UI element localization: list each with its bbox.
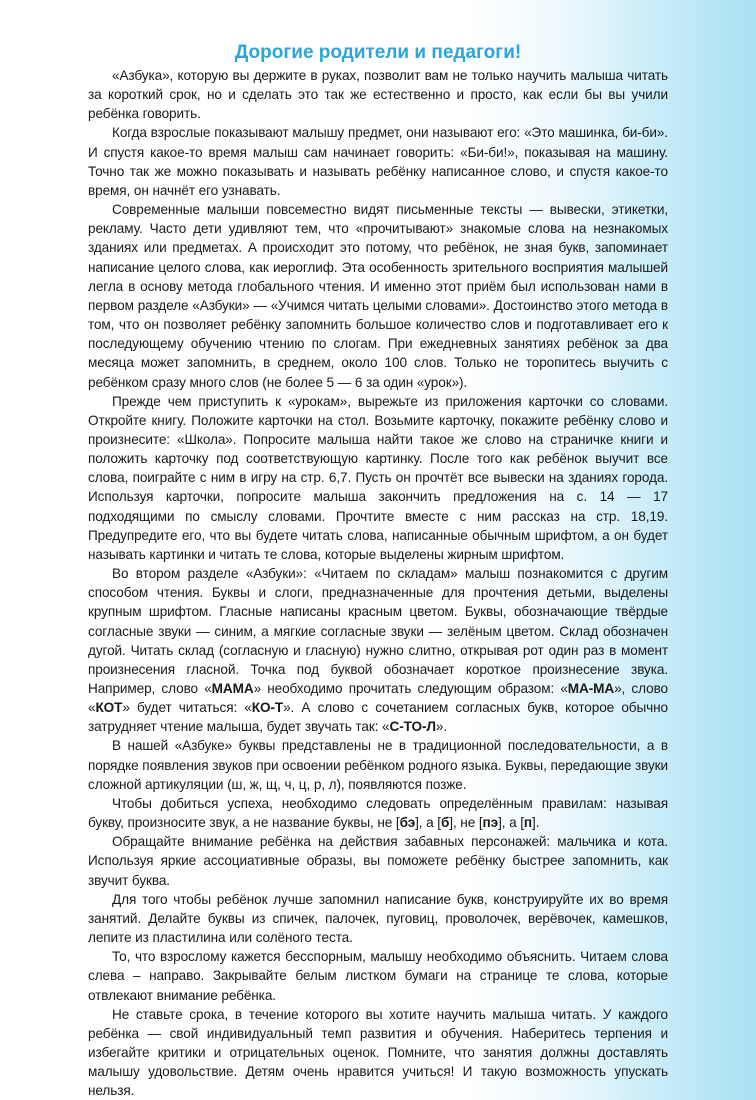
bold-word: МА-МА: [567, 681, 615, 696]
paragraph-cards: Прежде чем приступить к «урокам», вырежьте из приложения карточки со словами. Откройте книгу. Положите карточки на стол. Возьмите карточку, покажите ребёнку слово и произнесите: «Школа». Попросите малыша найти такое же слово на страничке книги и положить карточку под соответствующую картинку. После того как ребёнок выучит все слова, поиграйте с ним в игру на стр. 6,7. Пусть он прочтёт все вывески на зданиях города. Используя карточки, попросите малыша закончить предложения на с. 14 — 17 подходящими по смыслу словами. Прочтите вместе с ним рассказ на стр. 18,19. Предупредите его, что вы будете читать слова, написанные обычным шрифтом, а он будет называть картинки и читать те слова, которые выделены жирным шрифтом.: [88, 393, 668, 562]
paragraph-letter-order: В нашей «Азбуке» буквы представлены не в традиционной последовательности, а в порядке появления звуков при освоении ребёнком родного языка. Буквы, передающие звуки сложной артикуляции (ш, ж, щ, ч, ц, р, л), появляются позже.: [88, 738, 668, 792]
paragraph-syllables: [88, 564, 668, 736]
text-run: » будет читаться: «: [122, 700, 252, 716]
bold-sound: б: [440, 815, 450, 831]
text-run: ], не [: [449, 815, 483, 831]
paragraph-construct-letters: Для того чтобы ребёнок лучше запомнил написание букв, конструируйте их во время занятий. Делайте буквы из спичек, палочек, пуговиц, проволочек, верёвочек, камешков, лепите из пластилина или солёного теста.: [88, 891, 668, 946]
bold-word: КО-Т: [251, 700, 284, 716]
page-title: Дорогие родители и педагоги!: [234, 42, 522, 63]
bold-word: МАМА: [211, 681, 254, 696]
paragraph-intro: «Азбука», которую вы держите в руках, позволит вам не только научить малыша читать за короткий срок, но и сделать это так же естественно и просто, как если бы вы учили ребёнка говорить.: [88, 68, 668, 122]
bold-word: КОТ: [95, 700, 123, 716]
text-run: ». А слово с сочетанием согласных букв, которое обычно затрудняет чтение малыша, будет звучать так: «: [88, 700, 668, 735]
text-run: », слово «: [88, 681, 668, 716]
paragraph-left-to-right: То, что взрослому кажется бесспорным, малышу необходимо объяснить. Читаем слова слева – направо. Закрывайте белым листком бумаги на странице те слова, которые отвлекают внимание ребёнка.: [88, 949, 668, 1003]
bold-sound: пэ: [482, 815, 499, 831]
body-text: [88, 66, 668, 1100]
paragraph-naming: Когда взрослые показывают малышу предмет, они называют его: «Это машинка, би-би». И спустя какое-то время малыш сам начинает говорить: «Би-би!», показывая на машину. Точно так же можно показывать и называть ребёнку написанное слово, и спустя какое-то время, он начнёт его узнавать.: [88, 125, 668, 198]
text-run: Во втором разделе «Азбуки»: «Читаем по складам» малыш познакомится с другим способом чтения. Буквы и слоги, предназначенные для прочтения детьми, выделены крупным шрифтом. Гласные написаны красным цветом. Буквы, обозначающие твёрдые согласные звуки — синим, а мягкие согласные звуки — зелёным цветом. Склад обозначен дугой. Читать склад (согласную и гласную) нужно слитно, открывая рот один раз в момент произнесения гласной. Точка под буквой обозначает короткое произнесение звука. Например, слово «: [88, 566, 668, 696]
paragraph-rules: [88, 794, 668, 832]
text-run: ], а [: [498, 815, 524, 831]
bold-sound: бэ: [399, 815, 416, 831]
text-run: ».: [435, 719, 448, 735]
text-run: ], а [: [415, 815, 441, 831]
bold-word: С-ТО-Л: [389, 719, 436, 735]
paragraph-global-reading: Современные малыши повсеместно видят письменные тексты — вывески, этикетки, рекламу. Часто дети удивляют тем, что «прочитывают» знакомые слова на незнакомых зданиях или предметах. А происходит это потому, что ребёнок, не зная букв, запоминает написание целого слова, как иероглиф. Эта особенность зрительного восприятия малышей легла в основу метода глобального чтения. И именно этот приём был использован нами в первом разделе «Азбуки» — «Учимся читать целыми словами». Достоинство этого метода в том, что он позволяет ребёнку запомнить большое количество слов и подготавливает его к последующему обучению чтению по слогам. При ежедневных занятиях ребёнок за два месяца может запомнить, в среднем, около 100 слов. Только не торопитесь выучить с ребёнком сразу много слов (не более 5 — 6 за один «урок»).: [88, 202, 668, 390]
text-run: Чтобы добиться успеха, необходимо следовать определённым правилам: называя букву, произносите звук, а не название буквы, не [: [88, 795, 668, 831]
text-run: » необходимо прочитать следующим образом: «: [253, 681, 568, 696]
bold-sound: п: [523, 815, 533, 831]
paragraph-no-deadline: Не ставьте срока, в течение которого вы хотите научить малыша читать. У каждого ребёнка — свой индивидуальный темп развития и обучения. Наберитесь терпения и избегайте критики и отрицательных оценок. Помните, что занятия должны доставлять малышу удовольствие. Детям очень нравится учиться! И такую возможность упускать нельзя.: [88, 1006, 668, 1099]
paragraph-characters: Обращайте внимание ребёнка на действия забавных персонажей: мальчика и кота. Используя яркие ассоциативные образы, вы поможете ребёнку быстрее запомнить, как звучит буква.: [88, 834, 668, 888]
text-run: ].: [532, 815, 540, 831]
